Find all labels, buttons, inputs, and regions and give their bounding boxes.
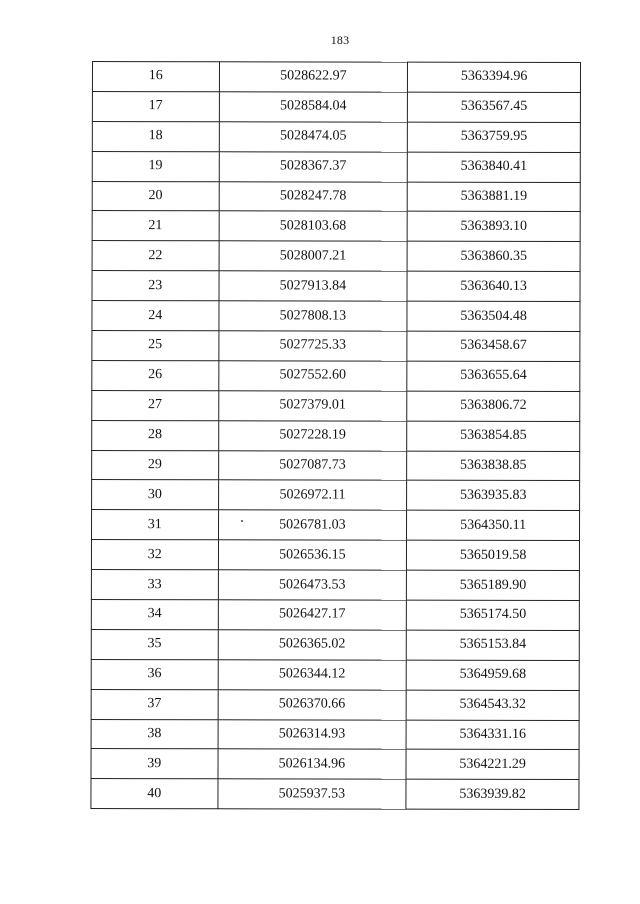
point-number-cell: 25 (92, 331, 219, 361)
x-coordinate-cell: 5026781.03 (218, 510, 407, 540)
y-coordinate-cell: 5363840.41 (408, 152, 581, 182)
point-number-cell: 38 (91, 719, 218, 749)
table-row (91, 629, 579, 660)
point-number-cell: 24 (92, 301, 219, 331)
table-row (91, 779, 579, 810)
point-number-cell: 20 (92, 181, 219, 211)
x-coordinate-cell: 5028367.37 (219, 151, 408, 181)
table-row (92, 241, 580, 272)
y-coordinate-cell: 5365019.58 (407, 540, 580, 570)
y-coordinate-cell: 5363458.67 (407, 331, 580, 361)
point-number-cell: 37 (91, 689, 218, 719)
point-number-cell: 18 (92, 121, 219, 151)
point-number-cell: 28 (92, 420, 219, 450)
x-coordinate-cell: 5026134.96 (218, 749, 407, 779)
x-coordinate-cell: 5027552.60 (218, 361, 407, 391)
y-coordinate-cell: 5363640.13 (407, 271, 580, 301)
point-number-cell: 36 (91, 659, 218, 689)
coordinates-table (90, 61, 581, 810)
x-coordinate-cell: 5025937.53 (217, 779, 406, 809)
y-coordinate-cell: 5363881.19 (407, 182, 580, 212)
y-coordinate-cell: 5363893.10 (407, 212, 580, 242)
y-coordinate-cell: 5363854.85 (407, 421, 580, 451)
scan-speck (241, 520, 243, 522)
x-coordinate-cell: 5028584.04 (219, 92, 408, 122)
table-row (92, 62, 580, 93)
point-number-cell: 17 (92, 91, 219, 121)
table-row (91, 540, 579, 571)
y-coordinate-cell: 5364221.29 (406, 750, 579, 780)
x-coordinate-cell: 5028474.05 (219, 122, 408, 152)
y-coordinate-cell: 5364959.68 (406, 660, 579, 690)
point-number-cell: 23 (92, 271, 219, 301)
x-coordinate-cell: 5026344.12 (218, 660, 407, 690)
point-number-cell: 26 (92, 360, 219, 390)
point-number-cell: 39 (91, 749, 218, 779)
table-row (91, 749, 579, 780)
table-row (91, 689, 579, 720)
x-coordinate-cell: 5027913.84 (219, 271, 408, 301)
table-row (92, 331, 580, 362)
x-coordinate-cell: 5026536.15 (218, 540, 407, 570)
x-coordinate-cell: 5027379.01 (218, 391, 407, 421)
y-coordinate-cell: 5363759.95 (408, 122, 581, 152)
table-row (91, 600, 579, 631)
x-coordinate-cell: 5026370.66 (218, 689, 407, 719)
table-row (91, 719, 579, 750)
x-coordinate-cell: 5026314.93 (218, 719, 407, 749)
table-row (92, 91, 580, 122)
x-coordinate-cell: 5026365.02 (218, 630, 407, 660)
point-number-cell: 35 (91, 629, 218, 659)
table-row (91, 659, 579, 690)
table-row (92, 480, 580, 511)
x-coordinate-cell: 5027228.19 (218, 420, 407, 450)
y-coordinate-cell: 5363504.48 (407, 301, 580, 331)
x-coordinate-cell: 5027725.33 (218, 331, 407, 361)
point-number-cell: 30 (92, 480, 219, 510)
x-coordinate-cell: 5026972.11 (218, 480, 407, 510)
point-number-cell: 19 (92, 151, 219, 181)
table-row (92, 181, 580, 212)
x-coordinate-cell: 5028103.68 (219, 211, 408, 241)
x-coordinate-cell: 5027087.73 (218, 450, 407, 480)
y-coordinate-cell: 5363567.45 (408, 92, 581, 122)
point-number-cell: 22 (92, 241, 219, 271)
point-number-cell: 34 (91, 600, 218, 630)
y-coordinate-cell: 5365174.50 (407, 600, 580, 630)
y-coordinate-cell: 5365153.84 (407, 630, 580, 660)
point-number-cell: 32 (91, 540, 218, 570)
table-row (92, 390, 580, 421)
table-row (91, 570, 579, 601)
y-coordinate-cell: 5363939.82 (406, 780, 579, 810)
y-coordinate-cell: 5363838.85 (407, 451, 580, 481)
point-number-cell: 29 (92, 450, 219, 480)
x-coordinate-cell: 5026427.17 (218, 600, 407, 630)
point-number-cell: 40 (91, 779, 218, 809)
y-coordinate-cell: 5363655.64 (407, 361, 580, 391)
table-row (92, 121, 580, 152)
table-row (92, 271, 580, 302)
point-number-cell: 31 (91, 510, 218, 540)
x-coordinate-cell: 5028247.78 (219, 181, 408, 211)
x-coordinate-cell: 5027808.13 (218, 301, 407, 331)
point-number-cell: 33 (91, 570, 218, 600)
point-number-cell: 16 (92, 62, 219, 92)
y-coordinate-cell: 5363394.96 (408, 62, 581, 92)
coordinates-table-body (91, 62, 581, 810)
y-coordinate-cell: 5364350.11 (407, 511, 580, 541)
table-row (92, 211, 580, 242)
y-coordinate-cell: 5363935.83 (407, 481, 580, 511)
table-row (92, 301, 580, 332)
table-row (92, 360, 580, 391)
x-coordinate-cell: 5026473.53 (218, 570, 407, 600)
page-number: 183 (330, 33, 350, 47)
point-number-cell: 27 (92, 390, 219, 420)
x-coordinate-cell: 5028622.97 (219, 62, 408, 92)
point-number-cell: 21 (92, 211, 219, 241)
table-row (92, 151, 580, 182)
x-coordinate-cell: 5028007.21 (219, 241, 408, 271)
table-row (92, 420, 580, 451)
y-coordinate-cell: 5363806.72 (407, 391, 580, 421)
table-row (92, 450, 580, 481)
y-coordinate-cell: 5364543.32 (406, 690, 579, 720)
y-coordinate-cell: 5364331.16 (406, 720, 579, 750)
y-coordinate-cell: 5363860.35 (407, 242, 580, 272)
y-coordinate-cell: 5365189.90 (407, 570, 580, 600)
table-row (91, 510, 579, 541)
